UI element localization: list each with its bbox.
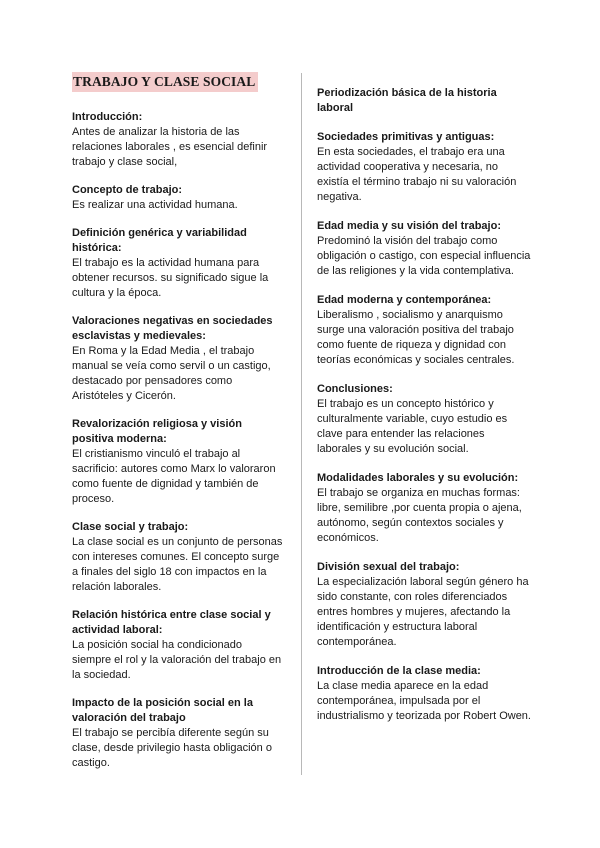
section	[317, 560, 531, 650]
document-title: TRABAJO Y CLASE SOCIAL	[72, 72, 258, 92]
section-heading: Clase social y trabajo:	[72, 521, 189, 533]
section	[317, 664, 531, 724]
section	[317, 471, 531, 546]
section	[72, 226, 284, 301]
section	[317, 382, 531, 457]
section-body: La especialización laboral según género ha sido constante, con roles diferenciados entres hombres y mujeres, afectando la identificación y estructura laboral contemporánea.	[317, 576, 529, 648]
section	[72, 696, 284, 771]
section-body: El trabajo se percibía diferente según su clase, desde privilegio hasta obligación o castigo.	[72, 727, 272, 769]
section	[72, 608, 284, 683]
section	[72, 520, 284, 595]
section-body: Liberalismo , socialismo y anarquismo surge una valoración positiva del trabajo como fuente de riqueza y dignidad con teorías económicas y sociales centrales.	[317, 309, 515, 366]
section-heading: Sociedades primitivas y antiguas:	[317, 131, 495, 143]
section-heading: Impacto de la posición social en la valoración del trabajo	[72, 697, 253, 724]
section	[72, 183, 284, 213]
section	[72, 110, 284, 170]
section-body: Es realizar una actividad humana.	[72, 199, 238, 211]
section-heading: Definición genérica y variabilidad histórica:	[72, 227, 247, 254]
section-heading: Modalidades laborales y su evolución:	[317, 472, 519, 484]
section	[317, 219, 531, 279]
section	[72, 417, 284, 507]
section-heading: Conclusiones:	[317, 383, 393, 395]
section-body: En Roma y la Edad Media , el trabajo manual se veía como servil o un castigo, destacado por pensadores como Aristóteles y Cicerón.	[72, 345, 271, 402]
section-body: El trabajo es un concepto histórico y culturalmente variable, cuyo estudio es clave para entender las relaciones laborales y su evolución social.	[317, 398, 508, 455]
section-heading: Concepto de trabajo:	[72, 184, 183, 196]
section-body: Antes de analizar la historia de las relaciones laborales , es esencial definir trabajo y clase social,	[72, 126, 268, 168]
section-heading: Introducción:	[72, 111, 143, 123]
section	[317, 130, 531, 205]
section-body: El trabajo es la actividad humana para obtener recursos. su significado sigue la cultura y la época.	[72, 257, 269, 299]
section-heading: Edad moderna y contemporánea:	[317, 294, 492, 306]
section-body: La posición social ha condicionado siempre el rol y la valoración del trabajo en la sociedad.	[72, 639, 282, 681]
section	[317, 86, 531, 116]
section-heading: División sexual del trabajo:	[317, 561, 460, 573]
section-heading: Valoraciones negativas en sociedades esclavistas y medievales:	[72, 315, 273, 342]
section-body: La clase media aparece en la edad contemporánea, impulsada por el industrialismo y teorizada por Robert Owen.	[317, 680, 531, 722]
section	[72, 314, 284, 404]
section-body: La clase social es un conjunto de personas con intereses comunes. El concepto surge a finales del siglo 18 con impactos en la relación laborales.	[72, 536, 283, 593]
section-body: Predominó la visión del trabajo como obligación o castigo, con especial influencia de las religiones y la vida contemplativa.	[317, 235, 531, 277]
section-body: En esta sociedades, el trabajo era una actividad cooperativa y necesaria, no existía el término trabajo ni su valoración negativa.	[317, 146, 517, 203]
section-heading: Introducción de la clase media:	[317, 665, 481, 677]
left-column	[72, 72, 284, 784]
section-body: El cristianismo vinculó el trabajo al sacrificio: autores como Marx lo valoraron como fuente de dignidad y también de proceso.	[72, 448, 276, 505]
section-heading: Edad media y su visión del trabajo:	[317, 220, 501, 232]
section	[317, 293, 531, 368]
section-heading: Relación histórica entre clase social y actividad laboral:	[72, 609, 271, 636]
column-divider	[301, 73, 302, 775]
section-heading: Revalorización religiosa y visión positiva moderna:	[72, 418, 242, 445]
section-heading: Periodización básica de la historia laboral	[317, 87, 497, 114]
right-column	[317, 86, 531, 738]
section-body: El trabajo se organiza en muchas formas: libre, semilibre ,por cuenta propia o ajena, autónomo, según contextos sociales y económicos.	[317, 487, 522, 544]
